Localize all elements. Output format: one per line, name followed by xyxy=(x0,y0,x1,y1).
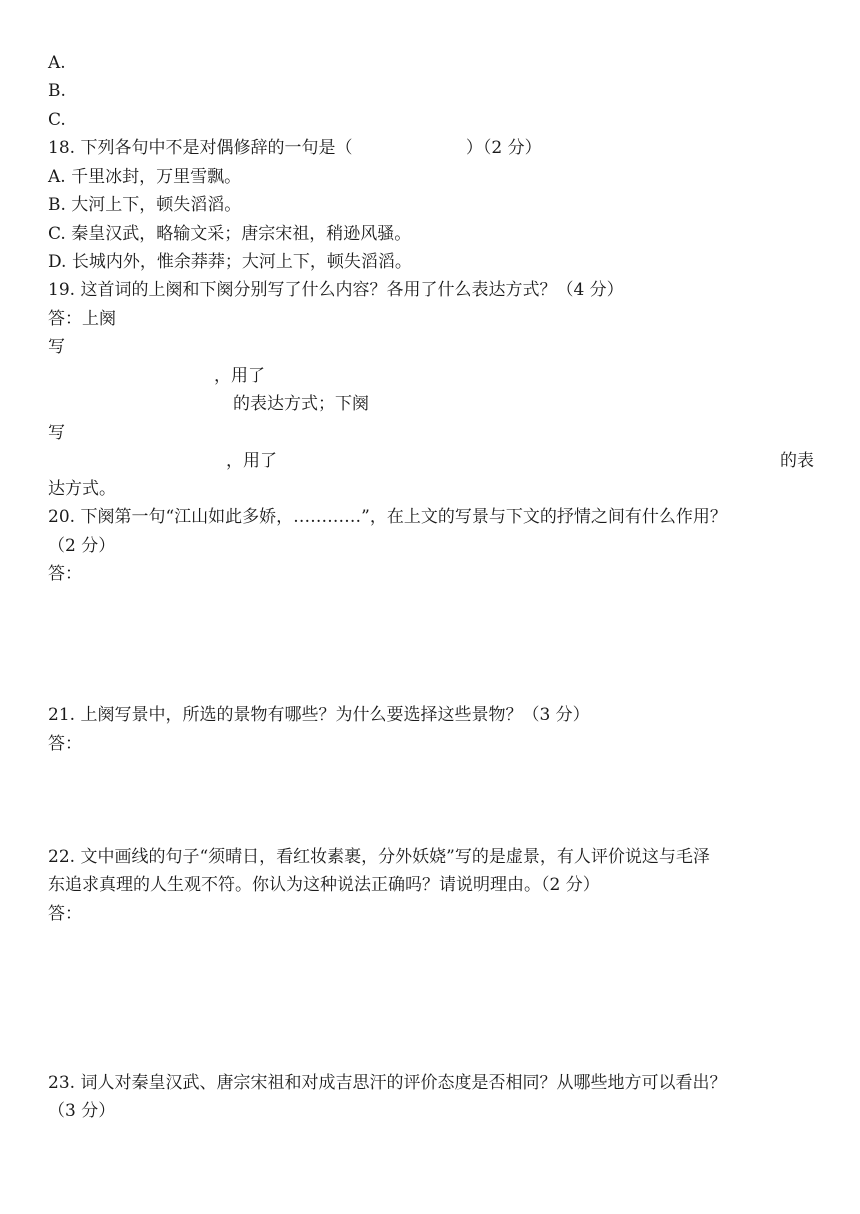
q19-used-1: ，用了 xyxy=(214,366,265,386)
q18-stem: 18. 下列各句中不是对偶修辞的一句是（ ）（2 分） xyxy=(48,138,542,158)
q19-answer-start: 答：上阕 xyxy=(48,309,116,329)
q22-stem-line-2: 东追求真理的人生观不符。你认为这种说法正确吗？请说明理由。（2 分） xyxy=(48,875,600,895)
q19-write-1: 写 xyxy=(48,337,65,357)
q19-manner-2-cont: 达方式。 xyxy=(48,479,116,499)
q19-stem: 19. 这首词的上阕和下阕分别写了什么内容？各用了什么表达方式？（4 分） xyxy=(48,280,624,300)
q20-score: （2 分） xyxy=(48,536,116,556)
q23-score: （3 分） xyxy=(48,1101,116,1121)
q22-stem-line-1: 22. 文中画线的句子“须晴日，看红妆素裹，分外妖娆”写的是虚景，有人评价说这与毛泽 xyxy=(48,847,710,867)
q17-option-b: B. xyxy=(48,81,66,101)
q20-stem: 20. 下阕第一句“江山如此多娇，…………”，在上文的写景与下文的抒情之间有什么作用？ xyxy=(48,507,727,527)
q19-write-2: 写 xyxy=(48,423,65,443)
q19-used-2: ，用了 xyxy=(226,451,277,471)
q20-answer-label: 答： xyxy=(48,564,82,584)
q21-answer-label: 答： xyxy=(48,734,82,754)
q19-manner-1: 的表达方式；下阕 xyxy=(233,394,369,414)
q18-option-b: B. 大河上下，顿失滔滔。 xyxy=(48,195,242,215)
q17-option-c: C. xyxy=(48,110,66,130)
q17-option-a: A. xyxy=(48,53,66,73)
q21-stem: 21. 上阕写景中，所选的景物有哪些？为什么要选择这些景物？（3 分） xyxy=(48,705,590,725)
q18-option-a: A. 千里冰封，万里雪飘。 xyxy=(48,167,242,187)
q22-answer-label: 答： xyxy=(48,904,82,924)
q18-option-c: C. 秦皇汉武，略输文采；唐宗宋祖，稍逊风骚。 xyxy=(48,224,412,244)
q23-stem: 23. 词人对秦皇汉武、唐宗宋祖和对成吉思汗的评价态度是否相同？从哪些地方可以看出？ xyxy=(48,1073,727,1093)
q18-option-d: D. 长城内外，惟余莽莽；大河上下，顿失滔滔。 xyxy=(48,252,412,272)
q19-manner-2: 的表 xyxy=(780,451,814,471)
